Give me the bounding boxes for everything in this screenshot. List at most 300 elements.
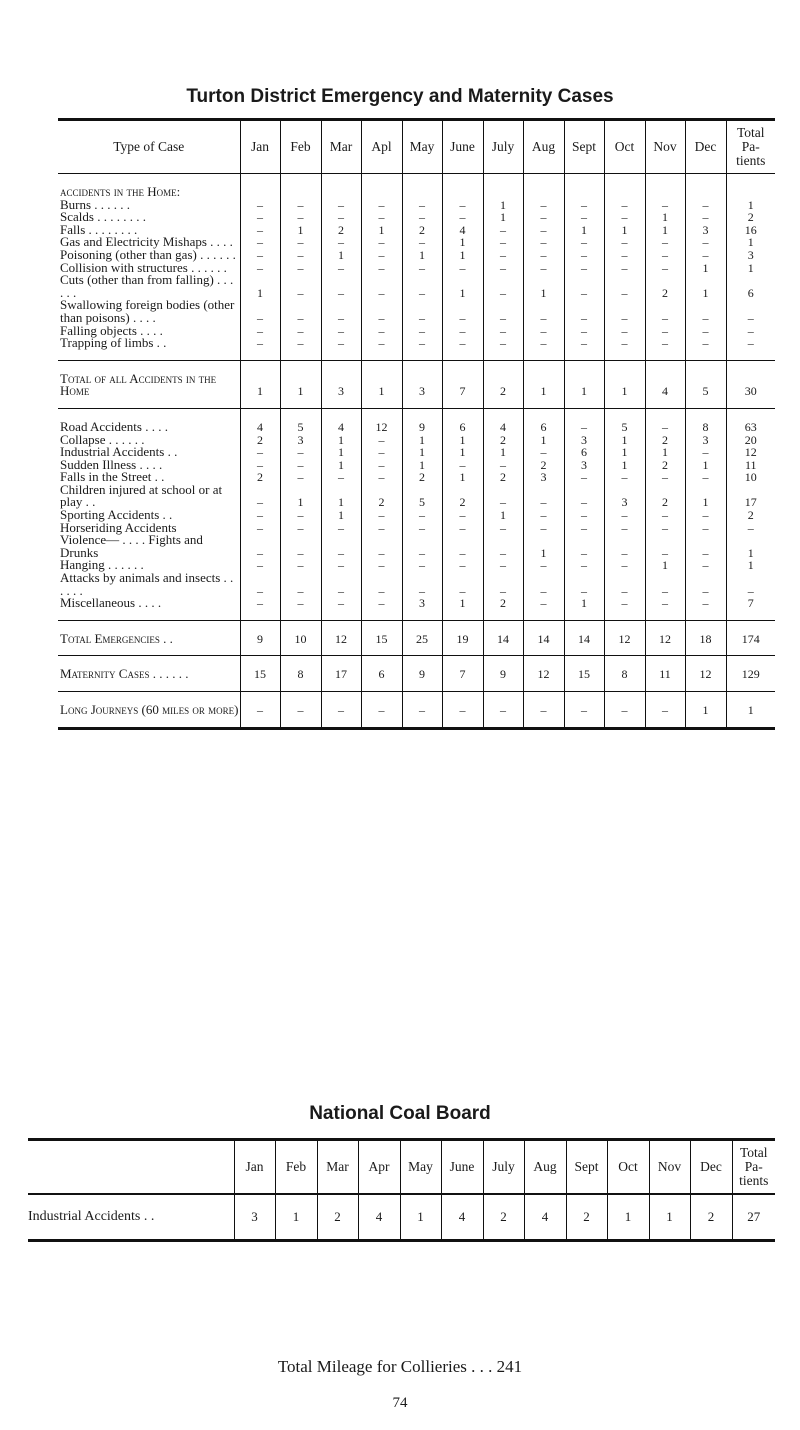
table-cell: 14 xyxy=(523,620,564,656)
table-cell: 1 xyxy=(321,249,361,262)
month-header: Nov xyxy=(645,120,685,174)
table-cell: – xyxy=(240,446,280,459)
table-cell: – xyxy=(321,692,361,729)
table-cell: – xyxy=(645,522,685,535)
table-cell: 2 xyxy=(483,471,523,484)
table-cell: – xyxy=(240,262,280,275)
table-cell: – xyxy=(564,509,604,522)
table-cell: 11 xyxy=(645,656,685,692)
table-cell: – xyxy=(280,534,321,559)
table-cell: – xyxy=(442,522,483,535)
table-cell: – xyxy=(321,236,361,249)
total-cell: 1 xyxy=(726,692,775,729)
table-cell: – xyxy=(240,337,280,360)
table-cell: – xyxy=(361,692,402,729)
table-cell: – xyxy=(645,249,685,262)
table-cell: – xyxy=(604,572,645,597)
table-cell: 1 xyxy=(564,597,604,620)
table-cell: 1 xyxy=(564,224,604,237)
table-cell: – xyxy=(564,337,604,360)
table-cell: 4 xyxy=(358,1194,400,1241)
table-cell: – xyxy=(523,299,564,324)
table-row xyxy=(58,692,775,729)
empty-cell xyxy=(604,174,645,199)
table-cell: – xyxy=(240,199,280,212)
total-cell: 7 xyxy=(726,597,775,620)
section-heading-row xyxy=(58,174,775,199)
table-cell: – xyxy=(523,199,564,212)
table-row xyxy=(58,274,775,299)
row-label: Hanging . . . . . . xyxy=(60,557,144,573)
table-cell: – xyxy=(523,325,564,338)
total-cell: 27 xyxy=(732,1194,775,1241)
table-row xyxy=(28,1194,775,1241)
table-cell: – xyxy=(564,262,604,275)
table-cell: – xyxy=(280,471,321,484)
total-cell: 11 xyxy=(726,459,775,472)
table-cell: 15 xyxy=(361,620,402,656)
table-cell: – xyxy=(361,274,402,299)
total-patients-header: Total Pa- tients xyxy=(726,120,775,174)
table-cell: – xyxy=(240,559,280,572)
table-cell: – xyxy=(442,459,483,472)
table-cell: 1 xyxy=(280,484,321,509)
table-cell: 1 xyxy=(604,434,645,447)
row-label: Sporting Accidents . . xyxy=(60,507,173,523)
table-cell: – xyxy=(685,534,726,559)
table-cell: – xyxy=(361,325,402,338)
table-cell: – xyxy=(685,572,726,597)
row-label: Burns . . . . . . xyxy=(60,196,131,212)
table-cell: – xyxy=(321,471,361,484)
table-cell: 1 xyxy=(685,459,726,472)
table-cell: – xyxy=(280,211,321,224)
table-cell: – xyxy=(361,597,402,620)
table-cell: – xyxy=(685,211,726,224)
month-header: Sept xyxy=(566,1140,607,1195)
table-cell: – xyxy=(280,522,321,535)
table-cell: – xyxy=(402,692,442,729)
table-cell: 4 xyxy=(321,408,361,433)
table-cell: – xyxy=(483,692,523,729)
table-cell: 2 xyxy=(690,1194,732,1241)
table-cell: – xyxy=(321,572,361,597)
table-cell: – xyxy=(645,299,685,324)
month-header: Nov xyxy=(649,1140,690,1195)
table-cell: 2 xyxy=(442,484,483,509)
table-cell: – xyxy=(604,325,645,338)
ncb-table xyxy=(28,1138,775,1242)
table-cell: 1 xyxy=(240,360,280,408)
table-cell: – xyxy=(442,509,483,522)
table-cell: – xyxy=(483,337,523,360)
table-cell: – xyxy=(645,471,685,484)
table-cell: 3 xyxy=(402,597,442,620)
table-cell: – xyxy=(685,559,726,572)
month-header: June xyxy=(441,1140,483,1195)
table-cell: – xyxy=(523,211,564,224)
table-cell: – xyxy=(523,509,564,522)
page-title: Turton District Emergency and Maternity Cases xyxy=(186,86,614,107)
table-cell: – xyxy=(523,692,564,729)
table-cell: – xyxy=(442,199,483,212)
section-heading: accidents in the Home: xyxy=(60,184,181,199)
table-cell: – xyxy=(483,274,523,299)
table-cell: 4 xyxy=(483,408,523,433)
table-row xyxy=(58,534,775,559)
month-header: June xyxy=(442,120,483,174)
table-cell: – xyxy=(483,559,523,572)
total-cell: 1 xyxy=(726,534,775,559)
table-cell: 1 xyxy=(240,274,280,299)
table-cell: – xyxy=(442,559,483,572)
table-cell: – xyxy=(442,572,483,597)
table-cell: – xyxy=(564,559,604,572)
table-cell: – xyxy=(280,459,321,472)
table-cell: – xyxy=(604,274,645,299)
total-cell: 1 xyxy=(726,559,775,572)
table-cell: – xyxy=(685,337,726,360)
table-cell: – xyxy=(442,692,483,729)
table-cell: 1 xyxy=(685,692,726,729)
table-cell: – xyxy=(321,211,361,224)
table-cell: – xyxy=(564,249,604,262)
table-cell: 1 xyxy=(604,360,645,408)
table-cell: – xyxy=(361,249,402,262)
table-cell: 1 xyxy=(523,274,564,299)
table-cell: – xyxy=(402,199,442,212)
table-cell: – xyxy=(645,597,685,620)
table-cell: – xyxy=(240,224,280,237)
table-cell: – xyxy=(402,325,442,338)
table-header-row xyxy=(58,120,775,174)
table-cell: – xyxy=(280,572,321,597)
table-cell: – xyxy=(321,274,361,299)
table-cell: – xyxy=(604,299,645,324)
table-cell: – xyxy=(564,522,604,535)
table-cell: 1 xyxy=(645,224,685,237)
table-cell: 3 xyxy=(321,360,361,408)
table-cell: – xyxy=(240,522,280,535)
empty-cell xyxy=(240,174,280,199)
table-cell: – xyxy=(280,559,321,572)
row-label: Scalds . . . . . . . . xyxy=(60,209,146,225)
table-cell: – xyxy=(321,522,361,535)
table-cell: – xyxy=(321,299,361,324)
table-cell: – xyxy=(523,249,564,262)
table-cell: – xyxy=(523,337,564,360)
table-cell: 6 xyxy=(564,446,604,459)
row-label: Collapse . . . . . . xyxy=(60,431,145,447)
table-cell: 12 xyxy=(685,656,726,692)
table-row xyxy=(58,484,775,509)
mileage-label: Total Mileage for Collieries xyxy=(277,1357,467,1376)
table-cell: – xyxy=(321,199,361,212)
table-cell: – xyxy=(604,337,645,360)
table-cell: – xyxy=(523,522,564,535)
table-cell: – xyxy=(361,471,402,484)
table-cell: – xyxy=(523,224,564,237)
month-header: July xyxy=(483,120,523,174)
page-number: 74 xyxy=(392,1395,408,1411)
table-cell: – xyxy=(564,534,604,559)
table-cell: 1 xyxy=(275,1194,317,1241)
row-label: Maternity Cases . . . . . . xyxy=(58,656,240,692)
table-cell: – xyxy=(523,559,564,572)
table-row xyxy=(58,211,775,224)
empty-cell xyxy=(483,174,523,199)
table-cell: – xyxy=(321,337,361,360)
table-cell: – xyxy=(280,236,321,249)
table-cell: 3 xyxy=(604,484,645,509)
table-row xyxy=(58,408,775,433)
table-cell: 1 xyxy=(604,224,645,237)
table-cell: 5 xyxy=(685,360,726,408)
table-cell: – xyxy=(523,597,564,620)
month-header: Apr xyxy=(358,1140,400,1195)
table-cell: 2 xyxy=(566,1194,607,1241)
table-cell: 12 xyxy=(645,620,685,656)
table-cell: – xyxy=(442,325,483,338)
table-cell: 1 xyxy=(645,446,685,459)
table-cell: 1 xyxy=(321,484,361,509)
table-cell: 2 xyxy=(523,459,564,472)
table-cell: 3 xyxy=(564,434,604,447)
table-cell: 2 xyxy=(483,1194,524,1241)
row-label: Violence— . . . . Fights and Drunks xyxy=(60,532,203,560)
table-cell: 1 xyxy=(483,199,523,212)
table-cell: 9 xyxy=(483,656,523,692)
total-cell: 3 xyxy=(726,249,775,262)
table-cell: 1 xyxy=(402,249,442,262)
row-label: Industrial Accidents . . xyxy=(28,1209,155,1224)
table-cell: 4 xyxy=(442,224,483,237)
table-cell: – xyxy=(240,249,280,262)
total-cell: – xyxy=(726,337,775,360)
table-row xyxy=(58,656,775,692)
table-cell: – xyxy=(280,199,321,212)
month-header: Apl xyxy=(361,120,402,174)
table-cell: 1 xyxy=(321,434,361,447)
table-cell: – xyxy=(402,262,442,275)
table-cell: – xyxy=(564,325,604,338)
table-cell: 8 xyxy=(280,656,321,692)
total-cell: 6 xyxy=(726,274,775,299)
table-cell: 1 xyxy=(685,484,726,509)
emergency-cases-table xyxy=(58,118,775,730)
table-cell: – xyxy=(442,262,483,275)
table-cell: – xyxy=(685,299,726,324)
row-label: Falling objects . . . . xyxy=(60,322,163,338)
table-cell: 2 xyxy=(402,471,442,484)
row-label: Industrial Accidents . . xyxy=(60,444,178,460)
table-cell: – xyxy=(645,337,685,360)
table-cell: – xyxy=(685,446,726,459)
table-cell: 5 xyxy=(604,408,645,433)
total-cell: 129 xyxy=(726,656,775,692)
ncb-title: National Coal Board xyxy=(309,1103,491,1124)
row-label: Total of all Accidents in the Home xyxy=(58,360,240,408)
table-cell: 14 xyxy=(483,620,523,656)
table-cell: – xyxy=(280,262,321,275)
table-cell: – xyxy=(240,484,280,509)
table-cell: 1 xyxy=(604,459,645,472)
table-cell: 3 xyxy=(564,459,604,472)
table-cell: – xyxy=(645,572,685,597)
table-cell: – xyxy=(483,572,523,597)
month-header: July xyxy=(483,1140,524,1195)
table-cell: – xyxy=(483,325,523,338)
table-cell: 2 xyxy=(483,597,523,620)
table-cell: – xyxy=(402,559,442,572)
table-cell: 2 xyxy=(483,360,523,408)
table-cell: – xyxy=(564,471,604,484)
table-cell: 1 xyxy=(280,360,321,408)
table-cell: 1 xyxy=(649,1194,690,1241)
table-cell: 2 xyxy=(321,224,361,237)
table-cell: 1 xyxy=(604,446,645,459)
table-cell: – xyxy=(685,199,726,212)
table-cell: – xyxy=(402,509,442,522)
month-header: Dec xyxy=(690,1140,732,1195)
table-cell: – xyxy=(685,325,726,338)
row-label: Collision with structures . . . . . . xyxy=(60,259,227,275)
table-cell: 3 xyxy=(685,434,726,447)
table-cell: – xyxy=(280,274,321,299)
table-cell: 2 xyxy=(645,484,685,509)
table-cell: – xyxy=(523,236,564,249)
table-cell: 4 xyxy=(645,360,685,408)
month-header: Feb xyxy=(280,120,321,174)
row-label: Trapping of limbs . . xyxy=(60,335,167,351)
table-cell: 1 xyxy=(523,434,564,447)
table-cell: 1 xyxy=(402,434,442,447)
table-cell: – xyxy=(523,262,564,275)
mileage-dots: . . . xyxy=(471,1357,493,1376)
type-of-case-header: Type of Case xyxy=(58,120,240,174)
table-cell: – xyxy=(402,534,442,559)
table-cell: 1 xyxy=(564,360,604,408)
month-header: May xyxy=(400,1140,441,1195)
table-cell: – xyxy=(604,262,645,275)
table-cell: – xyxy=(523,446,564,459)
total-cell: 12 xyxy=(726,446,775,459)
table-cell: 1 xyxy=(685,274,726,299)
table-cell: 1 xyxy=(442,434,483,447)
table-cell: 6 xyxy=(442,408,483,433)
table-cell: – xyxy=(321,325,361,338)
row-label: Total Emergencies . . xyxy=(58,620,240,656)
table-cell: – xyxy=(361,559,402,572)
month-header: Oct xyxy=(607,1140,649,1195)
empty-cell xyxy=(564,174,604,199)
table-cell: 12 xyxy=(604,620,645,656)
table-cell: – xyxy=(240,597,280,620)
total-cell: 30 xyxy=(726,360,775,408)
table-cell: – xyxy=(604,692,645,729)
table-cell: – xyxy=(483,522,523,535)
table-cell: – xyxy=(442,299,483,324)
table-cell: 4 xyxy=(441,1194,483,1241)
table-cell: – xyxy=(240,534,280,559)
table-cell: – xyxy=(280,509,321,522)
month-header: Aug xyxy=(523,120,564,174)
table-cell: 2 xyxy=(645,274,685,299)
total-cell: 2 xyxy=(726,509,775,522)
table-cell: 1 xyxy=(321,459,361,472)
table-cell: 12 xyxy=(321,620,361,656)
table-cell: – xyxy=(321,262,361,275)
table-cell: – xyxy=(564,692,604,729)
table-cell: 1 xyxy=(400,1194,441,1241)
empty-cell xyxy=(726,174,775,199)
table-cell: – xyxy=(442,534,483,559)
table-cell: 4 xyxy=(524,1194,566,1241)
table-cell: – xyxy=(483,224,523,237)
month-header: Mar xyxy=(317,1140,358,1195)
table-cell: 2 xyxy=(361,484,402,509)
row-label: Long Journeys (60 miles or more) xyxy=(58,692,240,729)
table-cell: – xyxy=(280,249,321,262)
table-cell: – xyxy=(321,559,361,572)
table-cell: 1 xyxy=(442,597,483,620)
table-cell: 2 xyxy=(317,1194,358,1241)
ncb-header-row xyxy=(28,1140,775,1195)
empty-cell xyxy=(321,174,361,199)
table-row xyxy=(58,620,775,656)
table-cell: – xyxy=(442,211,483,224)
table-cell: – xyxy=(523,484,564,509)
row-label: Swallowing foreign bodies (other than poisons) . . . . xyxy=(60,297,235,325)
row-label: Falls . . . . . . . . xyxy=(60,221,138,237)
table-cell: – xyxy=(564,274,604,299)
table-cell: – xyxy=(280,692,321,729)
table-cell: – xyxy=(645,509,685,522)
table-cell: – xyxy=(402,274,442,299)
table-cell: – xyxy=(564,211,604,224)
table-cell: 7 xyxy=(442,656,483,692)
table-cell: 6 xyxy=(523,408,564,433)
total-cell: – xyxy=(726,572,775,597)
table-row xyxy=(58,299,775,324)
row-label: Miscellaneous . . . . xyxy=(60,595,162,611)
table-cell: 15 xyxy=(564,656,604,692)
table-cell: 1 xyxy=(321,446,361,459)
empty-cell xyxy=(280,174,321,199)
table-cell: 14 xyxy=(564,620,604,656)
table-cell: – xyxy=(280,337,321,360)
table-cell: 2 xyxy=(645,459,685,472)
empty-cell xyxy=(523,174,564,199)
table-cell: – xyxy=(483,484,523,509)
table-cell: – xyxy=(361,337,402,360)
table-cell: – xyxy=(564,484,604,509)
table-cell: 18 xyxy=(685,620,726,656)
table-cell: – xyxy=(604,559,645,572)
table-cell: – xyxy=(321,597,361,620)
row-label: Attacks by animals and insects . . . . . . xyxy=(60,570,234,598)
row-label: Cuts (other than from falling) . . . . . . xyxy=(60,272,234,300)
table-cell: 5 xyxy=(402,484,442,509)
table-cell: 3 xyxy=(685,224,726,237)
table-cell: – xyxy=(604,522,645,535)
table-cell: 2 xyxy=(645,434,685,447)
table-cell: 15 xyxy=(240,656,280,692)
table-cell: – xyxy=(361,434,402,447)
table-cell: 3 xyxy=(234,1194,275,1241)
total-cell: 2 xyxy=(726,211,775,224)
empty-cell xyxy=(645,174,685,199)
